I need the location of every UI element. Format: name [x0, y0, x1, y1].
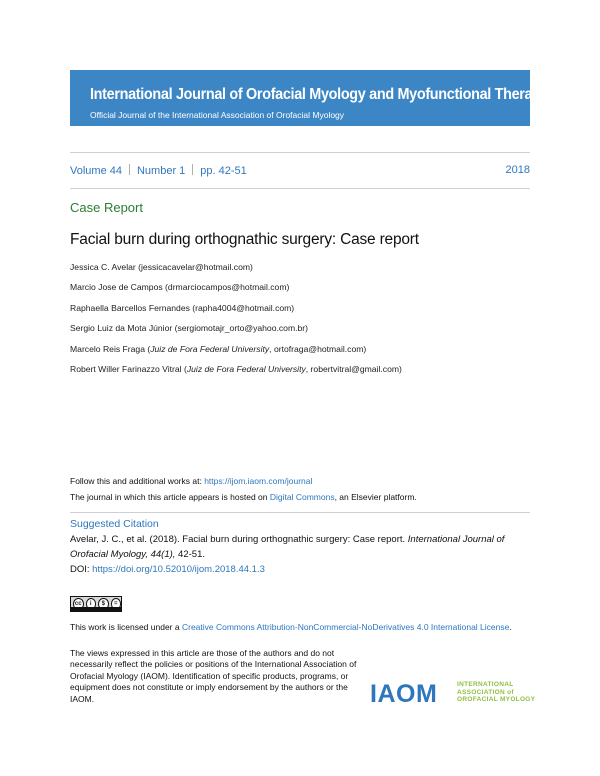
- digital-commons-link[interactable]: Digital Commons: [269, 492, 335, 502]
- author: Robert Willer Farinazzo Vitral (Juiz de Fora Federal University, robertvitral@gmail.com): [70, 363, 402, 374]
- article-title: Facial burn during orthognathic surgery: Case report: [70, 231, 419, 248]
- disclaimer: The views expressed in this article are those of the authors and do not necessarily reflect the policies or positions of the International Association of Orofacial Myology (IAOM). Identification of specific products, programs, or equipment does not constitute or imply endorsement by the authors or the IAOM.: [70, 648, 357, 704]
- journal-link[interactable]: https://ijom.iaom.com/journal: [204, 476, 313, 486]
- cc-license-badge[interactable]: [70, 596, 122, 612]
- doi-link[interactable]: https://doi.org/10.52010/ijom.2018.44.1.3: [92, 564, 265, 575]
- journal-banner: [70, 70, 549, 126]
- issue-info: [70, 164, 530, 177]
- journal-title: International Journal of Orofacial Myology and Myofunctional Therapy: [90, 86, 549, 103]
- by-icon: i: [86, 598, 97, 610]
- pages: pp. 42-51: [200, 165, 247, 177]
- divider-issue: [70, 188, 530, 189]
- volume: Volume 44: [70, 165, 122, 177]
- author-list: [70, 262, 540, 384]
- author: Raphaella Barcellos Fernandes (rapha4004@hotmail.com): [70, 302, 295, 313]
- author: Marcelo Reis Fraga (Juiz de Fora Federal University, ortofraga@hotmail.com): [70, 343, 367, 354]
- logo-tagline: INTERNATIONAL ASSOCIATION of OROFACIAL MYOLOGY: [457, 681, 536, 704]
- logo-wordmark: IAOM: [370, 680, 438, 708]
- divider-citation: [70, 512, 530, 513]
- hosted-line: The journal in which this article appears is hosted on Digital Commons, an Elsevier platform.: [70, 492, 417, 502]
- iaom-logo: [370, 678, 540, 712]
- suggested-citation-heading: Suggested Citation: [70, 518, 159, 530]
- license-line: This work is licensed under a Creative Commons Attribution-NonCommercial-NoDerivatives 4.0 International License.: [70, 622, 512, 632]
- cc-icon: cc: [73, 598, 84, 610]
- author: Marcio Jose de Campos (drmarciocampos@hotmail.com): [70, 282, 290, 293]
- year: 2018: [505, 164, 530, 176]
- article-type: Case Report: [70, 200, 143, 215]
- follow-line: Follow this and additional works at: https://ijom.iaom.com/journal: [70, 476, 313, 486]
- divider-top: [70, 152, 530, 153]
- journal-subtitle: Official Journal of the International Association of Orofacial Myology: [90, 110, 345, 120]
- author: Jessica C. Avelar (jessicacavelar@hotmail.com): [70, 262, 253, 272]
- author: Sergio Luiz da Mota Júnior (sergiomotajr_orto@yahoo.com.br): [70, 323, 308, 334]
- nc-icon: $: [98, 598, 109, 610]
- license-link[interactable]: Creative Commons Attribution-NonCommercial-NoDerivatives 4.0 International License: [181, 622, 510, 632]
- nd-icon: =: [111, 598, 122, 610]
- issue-number: Number 1: [136, 165, 186, 177]
- citation-text: Avelar, J. C., et al. (2018). Facial burn during orthognathic surgery: Case report. International Journal of Orofacial Myology, 44(1), 42-51. DOI: https://doi.org/10.52010/ijom.2018.44.1.3: [70, 534, 505, 575]
